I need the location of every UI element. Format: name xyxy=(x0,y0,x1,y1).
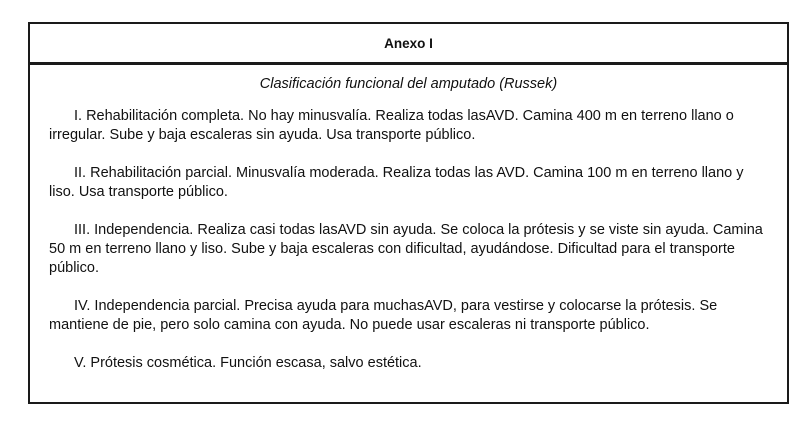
classification-item-5: V. Prótesis cosmética. Función escasa, salvo estética. xyxy=(74,355,422,371)
classification-item-4: IV. Independencia parcial. Precisa ayuda para muchasAVD, para vestirse y colocarse la prótesis. Se mantiene de pie, pero solo camina con ayuda. No puede usar escaleras ni transporte público. xyxy=(49,298,718,333)
classification-list xyxy=(30,107,787,373)
annex-title: Anexo I xyxy=(30,24,787,65)
classification-item-2: II. Rehabilitación parcial. Minusvalía moderada. Realiza todas las AVD. Camina 100 m en terreno llano y liso. Usa transporte público. xyxy=(49,165,744,200)
classification-item-1: I. Rehabilitación completa. No hay minusvalía. Realiza todas lasAVD. Camina 400 m en terreno llano o irregular. Sube y baja escaleras sin ayuda. Usa transporte público. xyxy=(49,108,734,143)
annex-table xyxy=(28,22,789,404)
classification-item-3: III. Independencia. Realiza casi todas lasAVD sin ayuda. Se coloca la prótesis y se viste sin ayuda. Camina 50 m en terreno llano y liso. Sube y baja escaleras con dificultad, ayudándose. Dificultad para el transporte público. xyxy=(49,222,763,276)
classification-subtitle: Clasificación funcional del amputado (Russek) xyxy=(259,76,558,92)
